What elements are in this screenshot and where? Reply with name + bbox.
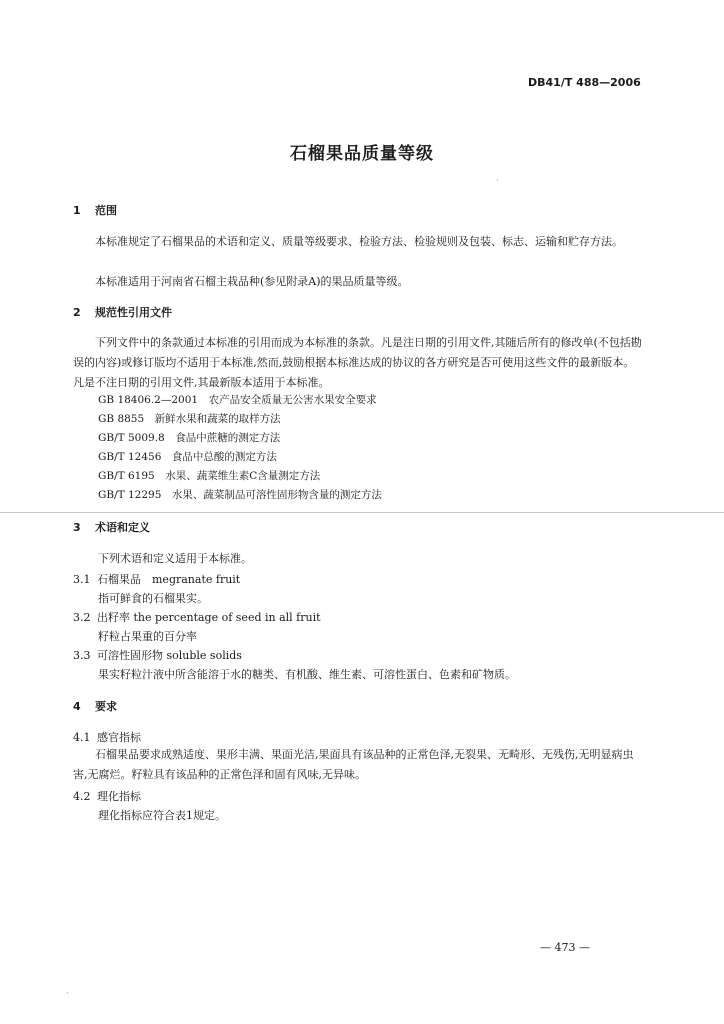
- term-3-1-definition: 指可鲜食的石榴果实。: [98, 592, 208, 605]
- subsection-title: 感官指标: [97, 731, 141, 744]
- scan-speck: ·: [66, 989, 69, 999]
- subsection-4-1-heading: [73, 729, 141, 745]
- subsection-number: 4.2: [73, 790, 91, 803]
- term-3-2: [73, 609, 321, 625]
- section-1-paragraph-2: 本标准适用于河南省石榴主栽品种(参见附录A)的果品质量等级。: [95, 275, 409, 288]
- section-1-heading: [73, 202, 117, 218]
- term-3-3-definition: 果实籽粒汁液中所含能溶于水的糖类、有机酸、维生素、可溶性蛋白、色素和矿物质。: [98, 668, 516, 681]
- subsection-4-1-paragraph: 石榴果品要求成熟适度、果形丰满、果面光洁,果面具有该品种的正常色泽,无裂果、无畸形、无残伤,无明显病虫害,无腐烂。籽粒具有该品种的正常色泽和固有风味,无异味。: [73, 748, 634, 781]
- section-number: 3: [73, 521, 81, 534]
- term-3-2-definition: 籽粒占果重的百分率: [98, 630, 197, 643]
- term-name: 出籽率 the percentage of seed in all fruit: [97, 611, 321, 624]
- section-title: 范围: [95, 204, 117, 217]
- reference-item: GB/T 12456 食品中总酸的测定方法: [98, 451, 277, 463]
- subsection-4-2-paragraph: 理化指标应符合表1规定。: [98, 809, 226, 822]
- page-number: — 473 —: [540, 941, 590, 954]
- section-3-intro: 下列术语和定义适用于本标准。: [98, 552, 252, 565]
- section-title: 规范性引用文件: [95, 306, 172, 319]
- reference-item: GB/T 6195 水果、蔬菜维生素C含量测定方法: [98, 470, 321, 482]
- subsection-number: 4.1: [73, 731, 91, 744]
- term-3-1: [73, 571, 240, 587]
- term-3-3: [73, 647, 242, 663]
- reference-item: GB 18406.2—2001 农产品安全质量无公害水果安全要求: [98, 394, 377, 406]
- subsection-title: 理化指标: [97, 790, 141, 803]
- section-4-heading: [73, 698, 117, 714]
- subsection-4-2-heading: [73, 788, 141, 804]
- term-name: 石榴果品 megranate fruit: [97, 573, 241, 586]
- document-title: 石榴果品质量等级: [290, 144, 434, 164]
- section-number: 4: [73, 700, 81, 713]
- section-number: 2: [73, 306, 81, 319]
- section-2-paragraph: 下列文件中的条款通过本标准的引用而成为本标准的条款。凡是注日期的引用文件,其随后所有的修改单(不包括勘误的内容)或修订版均不适用于本标准,然而,鼓励根据本标准达成的协议的各方研究是否可使用这些文件的最新版本。凡是不注日期的引用文件,其最新版本适用于本标准。: [73, 336, 642, 389]
- section-title: 术语和定义: [95, 521, 150, 534]
- reference-item: GB/T 12295 水果、蔬菜制品可溶性固形物含量的测定方法: [98, 489, 382, 501]
- section-2-heading: [73, 304, 172, 320]
- scan-speck: ·: [496, 176, 499, 186]
- section-number: 1: [73, 204, 81, 217]
- term-number: 3.1: [73, 573, 91, 586]
- term-number: 3.2: [73, 611, 91, 624]
- reference-item: GB 8855 新鲜水果和蔬菜的取样方法: [98, 413, 281, 425]
- standard-number: DB41/T 488—2006: [528, 76, 641, 89]
- section-3-heading: [73, 519, 150, 535]
- section-title: 要求: [95, 700, 117, 713]
- term-name: 可溶性固形物 soluble solids: [97, 649, 242, 662]
- section-1-paragraph-1: 本标准规定了石榴果品的术语和定义、质量等级要求、检验方法、检验规则及包装、标志、运输和贮存方法。: [95, 235, 623, 248]
- scan-fold-line: [0, 512, 724, 513]
- term-number: 3.3: [73, 649, 91, 662]
- reference-item: GB/T 5009.8 食品中蔗糖的测定方法: [98, 432, 281, 444]
